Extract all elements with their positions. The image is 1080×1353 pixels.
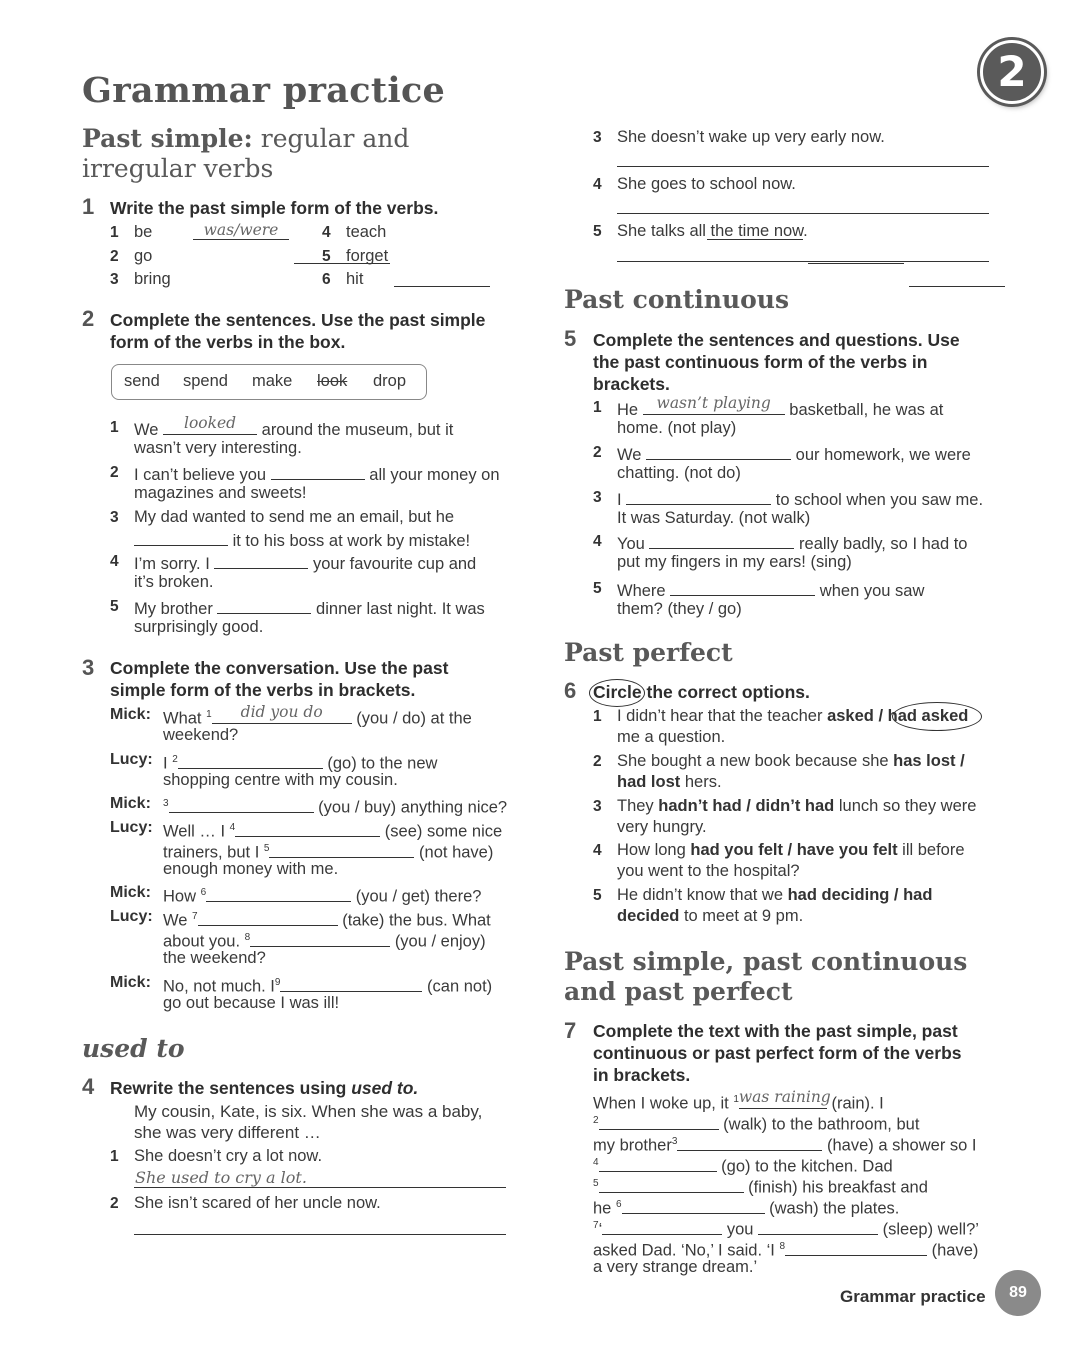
sentence-line: put my fingers in my ears! (sing) <box>617 553 852 571</box>
circled-option[interactable]: had asked <box>887 707 969 725</box>
verb-label: go <box>134 247 153 265</box>
answer-blank[interactable] <box>670 578 815 596</box>
text-line: When I woke up, it $^1$ was raining (rain). I <box>593 1087 884 1113</box>
section-heading-past-simple <box>82 124 409 184</box>
exercise-number: 1 <box>82 194 95 219</box>
dialogue-line: We $^7$ (take) the bus. What <box>163 906 491 932</box>
speaker-label: Mick: <box>110 974 151 991</box>
sentence-line: She doesn’t cry a lot now. <box>134 1147 323 1165</box>
item-number: 1 <box>110 224 119 241</box>
text-line: $^2$ (walk) to the bathroom, but <box>593 1110 919 1136</box>
answer-blank[interactable] <box>622 1196 765 1214</box>
text-line: $^5$ (finish) his breakfast and <box>593 1173 928 1199</box>
sentence-line: My dad wanted to send me an email, but he <box>134 508 455 526</box>
item-number: 1 <box>593 399 602 416</box>
answer-blank[interactable] <box>169 795 314 813</box>
page-number: 89 <box>995 1270 1041 1316</box>
exercise-instruction: Circle the correct options. <box>593 682 810 702</box>
exercise-number: 6 <box>564 678 577 703</box>
item-number: 5 <box>593 223 602 240</box>
page-title: Grammar practice <box>82 70 446 111</box>
sentence-line: It was Saturday. (not walk) <box>617 509 811 527</box>
unit-number-badge: 2 <box>980 40 1044 104</box>
item-number: 3 <box>110 271 119 288</box>
heading-light-2: irregular verbs <box>82 154 274 183</box>
dialogue-line: about you. $^8$ (you / enjoy) <box>163 927 486 953</box>
dialogue-line: Well … I $^4$ (see) some nice <box>163 817 502 843</box>
sentence-line: You really badly, so I had to <box>617 531 968 555</box>
sentence-line: it to his boss at work by mistake! <box>134 528 470 552</box>
footer-label: Grammar practice <box>840 1287 986 1306</box>
verb-label: teach <box>346 223 387 241</box>
dialogue-line: go out because I was ill! <box>163 994 340 1012</box>
dialogue-line: How $^6$ (you / get) there? <box>163 882 481 908</box>
sentence-line: He wasn’t playing basketball, he was at <box>617 394 944 419</box>
option-text[interactable]: had lost <box>617 773 681 791</box>
dialogue-line: $^3$ (you / buy) anything nice? <box>163 793 507 819</box>
sentence-line: very hungry. <box>617 818 707 836</box>
sentence-line: He didn’t know that we had deciding / had <box>617 886 933 904</box>
item-number: 3 <box>593 798 602 815</box>
sentence-line: We looked around the museum, but it <box>134 414 454 439</box>
answer-blank[interactable] <box>250 929 390 947</box>
answer-blank[interactable] <box>280 974 422 992</box>
option-text[interactable]: decided <box>617 907 680 925</box>
answer-blank[interactable] <box>214 551 308 569</box>
filled-answer: was raining <box>738 1087 831 1106</box>
heading-bold: Past simple: <box>82 124 253 153</box>
answer-line[interactable] <box>617 261 989 262</box>
answer-blank[interactable] <box>646 442 791 460</box>
exercise-number: 2 <box>82 306 95 331</box>
sentence-line: I’m sorry. I your favourite cup and <box>134 551 476 575</box>
dialogue-line: No, not much. $I^9$ (can not) <box>163 972 492 998</box>
text-line: $^4$ (go) to the kitchen. Dad <box>593 1152 893 1178</box>
answer-blank[interactable] <box>602 1217 722 1235</box>
sentence-line: magazines and sweets! <box>134 484 307 502</box>
answer-blank[interactable] <box>599 1112 719 1130</box>
sentence-line: it’s broken. <box>134 573 214 591</box>
sentence-line: She bought a new book because she has lost / <box>617 752 965 770</box>
speaker-label: Lucy: <box>110 908 153 925</box>
verb-label: bring <box>134 270 171 288</box>
item-number: 4 <box>593 842 602 859</box>
filled-answer: did you do <box>240 702 323 721</box>
verb-label: forget <box>346 247 389 265</box>
speaker-label: Mick: <box>110 884 151 901</box>
answer-blank[interactable] <box>785 1238 927 1256</box>
option-text[interactable]: had you felt / have you felt <box>690 841 898 859</box>
sentence-line: My brother dinner last night. It was <box>134 596 485 620</box>
sentence-line: I can’t believe you all your money on <box>134 462 500 486</box>
filled-answer: was/were <box>203 221 279 239</box>
answer-blank[interactable] <box>235 819 380 837</box>
answer-blank[interactable] <box>193 222 289 240</box>
exercise-number: 4 <box>82 1074 95 1099</box>
item-number: 2 <box>110 464 119 481</box>
sentence-line: surprisingly good. <box>134 618 264 636</box>
sentence-line: They hadn’t had / didn’t had lunch so they were <box>617 797 977 815</box>
item-number: 5 <box>593 580 602 597</box>
item-number: 4 <box>593 176 602 193</box>
answer-blank[interactable] <box>599 1175 744 1193</box>
filled-answer: looked <box>183 414 237 432</box>
exercise-number: 3 <box>82 655 95 680</box>
box-word-crossed-out: look <box>317 372 348 390</box>
item-number: 2 <box>110 1195 119 1212</box>
speaker-label: Lucy: <box>110 819 153 836</box>
dialogue-line: I $^2$ (go) to the new <box>163 749 437 775</box>
answer-blank[interactable] <box>394 269 490 287</box>
answer-blank[interactable] <box>217 596 311 614</box>
filled-answer: wasn’t playing <box>656 394 771 412</box>
box-word: spend <box>183 372 228 390</box>
intro-text: My cousin, Kate, is six. When she was a baby, <box>134 1102 483 1121</box>
item-number: 5 <box>322 248 331 265</box>
verb-label: be <box>134 223 153 241</box>
text-line: a very strange dream.’ <box>593 1258 758 1276</box>
item-number: 2 <box>110 248 119 265</box>
item-number: 5 <box>110 598 119 615</box>
option-text[interactable]: hadn’t had / didn’t had <box>658 797 835 815</box>
answer-blank[interactable] <box>677 1133 822 1151</box>
item-number: 3 <box>593 489 602 506</box>
sentence-line: me a question. <box>617 728 726 746</box>
answer-blank[interactable] <box>271 462 365 480</box>
item-number: 1 <box>110 419 119 436</box>
answer-blank[interactable] <box>909 269 1005 287</box>
speaker-label: Mick: <box>110 795 151 812</box>
section-heading-mixed-tenses: Past simple, past continuous and past perfect <box>564 947 968 1006</box>
answer-blank[interactable] <box>134 528 228 546</box>
circle-mark <box>589 679 645 707</box>
option-text[interactable]: had deciding / had <box>787 886 933 904</box>
exercise-instruction: Rewrite the sentences using used to. <box>110 1078 419 1098</box>
intro-text: she was very different … <box>134 1123 321 1142</box>
answer-line[interactable] <box>617 213 989 214</box>
option-text[interactable]: has lost / <box>893 752 965 770</box>
sentence-line: you went to the hospital? <box>617 862 800 880</box>
text-line: he $^6$ (wash) the plates. <box>593 1194 899 1220</box>
section-heading-past-continuous: Past continuous <box>564 285 790 314</box>
heading-light-1: regular and <box>252 124 410 153</box>
sentence-line: Where when you saw <box>617 578 924 602</box>
item-number: 4 <box>322 224 331 241</box>
text-line: $^7$‘ you (sleep) well?’ <box>593 1215 979 1241</box>
section-heading-past-perfect: Past perfect <box>564 638 733 667</box>
exercise-instruction: Complete the sentences. Use the past simple form of the verbs in the box. <box>110 310 486 352</box>
dialogue-line: trainers, but I $^5$ (not have) <box>163 838 493 864</box>
answer-blank[interactable] <box>178 751 323 769</box>
item-number: 1 <box>110 1148 119 1165</box>
answer-line[interactable] <box>617 166 989 167</box>
item-number: 4 <box>593 533 602 550</box>
sentence-line: We our homework, we were <box>617 442 971 466</box>
item-number: 1 <box>593 708 602 725</box>
answer-blank[interactable] <box>758 1217 878 1235</box>
dialogue-line: the weekend? <box>163 949 266 967</box>
item-number: 5 <box>593 887 602 904</box>
circle-mark <box>892 702 982 731</box>
sentence-line: She isn’t scared of her uncle now. <box>134 1194 381 1212</box>
box-word: drop <box>373 372 407 390</box>
dialogue-line: enough money with me. <box>163 860 339 878</box>
sentence-line: I didn’t hear that the teacher asked / had asked <box>617 707 969 725</box>
text-line: my brother$^3$ (have) a shower so I <box>593 1131 977 1157</box>
speaker-label: Lucy: <box>110 751 153 768</box>
text-line: asked Dad. ‘No,’ I said. ‘I $^8$ (have) <box>593 1236 978 1262</box>
sentence-line: She doesn’t wake up very early now. <box>617 128 885 146</box>
item-number: 4 <box>110 553 119 570</box>
item-number: 6 <box>322 271 331 288</box>
item-number: 2 <box>593 753 602 770</box>
section-heading-used-to: used to <box>82 1034 185 1063</box>
sentence-line: wasn’t very interesting. <box>134 439 302 457</box>
answer-blank[interactable] <box>738 1087 831 1109</box>
verb-label: hit <box>346 270 364 288</box>
sentence-line: She goes to school now. <box>617 175 796 193</box>
sentence-line: them? (they / go) <box>617 600 742 618</box>
answer-line[interactable] <box>134 1234 506 1235</box>
exercise-number: 7 <box>564 1018 577 1043</box>
answer-blank[interactable] <box>626 487 771 505</box>
answer-blank[interactable] <box>206 884 351 902</box>
filled-answer: She used to cry a lot. <box>135 1168 307 1187</box>
exercise-instruction: Write the past simple form of the verbs. <box>110 198 439 218</box>
answer-blank[interactable] <box>198 908 338 926</box>
answer-blank[interactable] <box>269 840 414 858</box>
item-number: 2 <box>593 444 602 461</box>
sentence-line: I to school when you saw me. <box>617 487 983 511</box>
answer-blank[interactable] <box>643 394 785 415</box>
dialogue-line: shopping centre with my cousin. <box>163 771 398 789</box>
box-word: make <box>252 372 293 390</box>
exercise-instruction: Complete the text with the past simple, past continuous or past perfect form of the verbs in brackets. <box>593 1021 962 1085</box>
sentence-line: home. (not play) <box>617 419 737 437</box>
answer-blank[interactable] <box>599 1154 717 1172</box>
sentence-line: She talks all the time now. <box>617 222 808 240</box>
sentence-line: had lost hers. <box>617 773 722 791</box>
sentence-line: decided to meet at 9 pm. <box>617 907 804 925</box>
answer-blank[interactable] <box>649 531 794 549</box>
exercise-number: 5 <box>564 326 577 351</box>
sentence-line: chatting. (not do) <box>617 464 741 482</box>
dialogue-line: weekend? <box>163 726 239 744</box>
box-word: send <box>124 372 160 390</box>
word-box <box>111 364 427 400</box>
answer-blank[interactable] <box>163 414 257 435</box>
answer-blank[interactable] <box>212 702 352 724</box>
item-number: 3 <box>110 509 119 526</box>
exercise-instruction: Complete the conversation. Use the past simple form of the verbs in brackets. <box>110 658 449 700</box>
exercise-instruction: Complete the sentences and questions. Use the past continuous form of the verbs in brackets. <box>593 330 960 394</box>
sentence-line: How long had you felt / have you felt ill before <box>617 841 965 859</box>
speaker-label: Mick: <box>110 706 151 723</box>
item-number: 3 <box>593 129 602 146</box>
dialogue-line: What $^1$ did you do (you / do) at the <box>163 702 472 728</box>
